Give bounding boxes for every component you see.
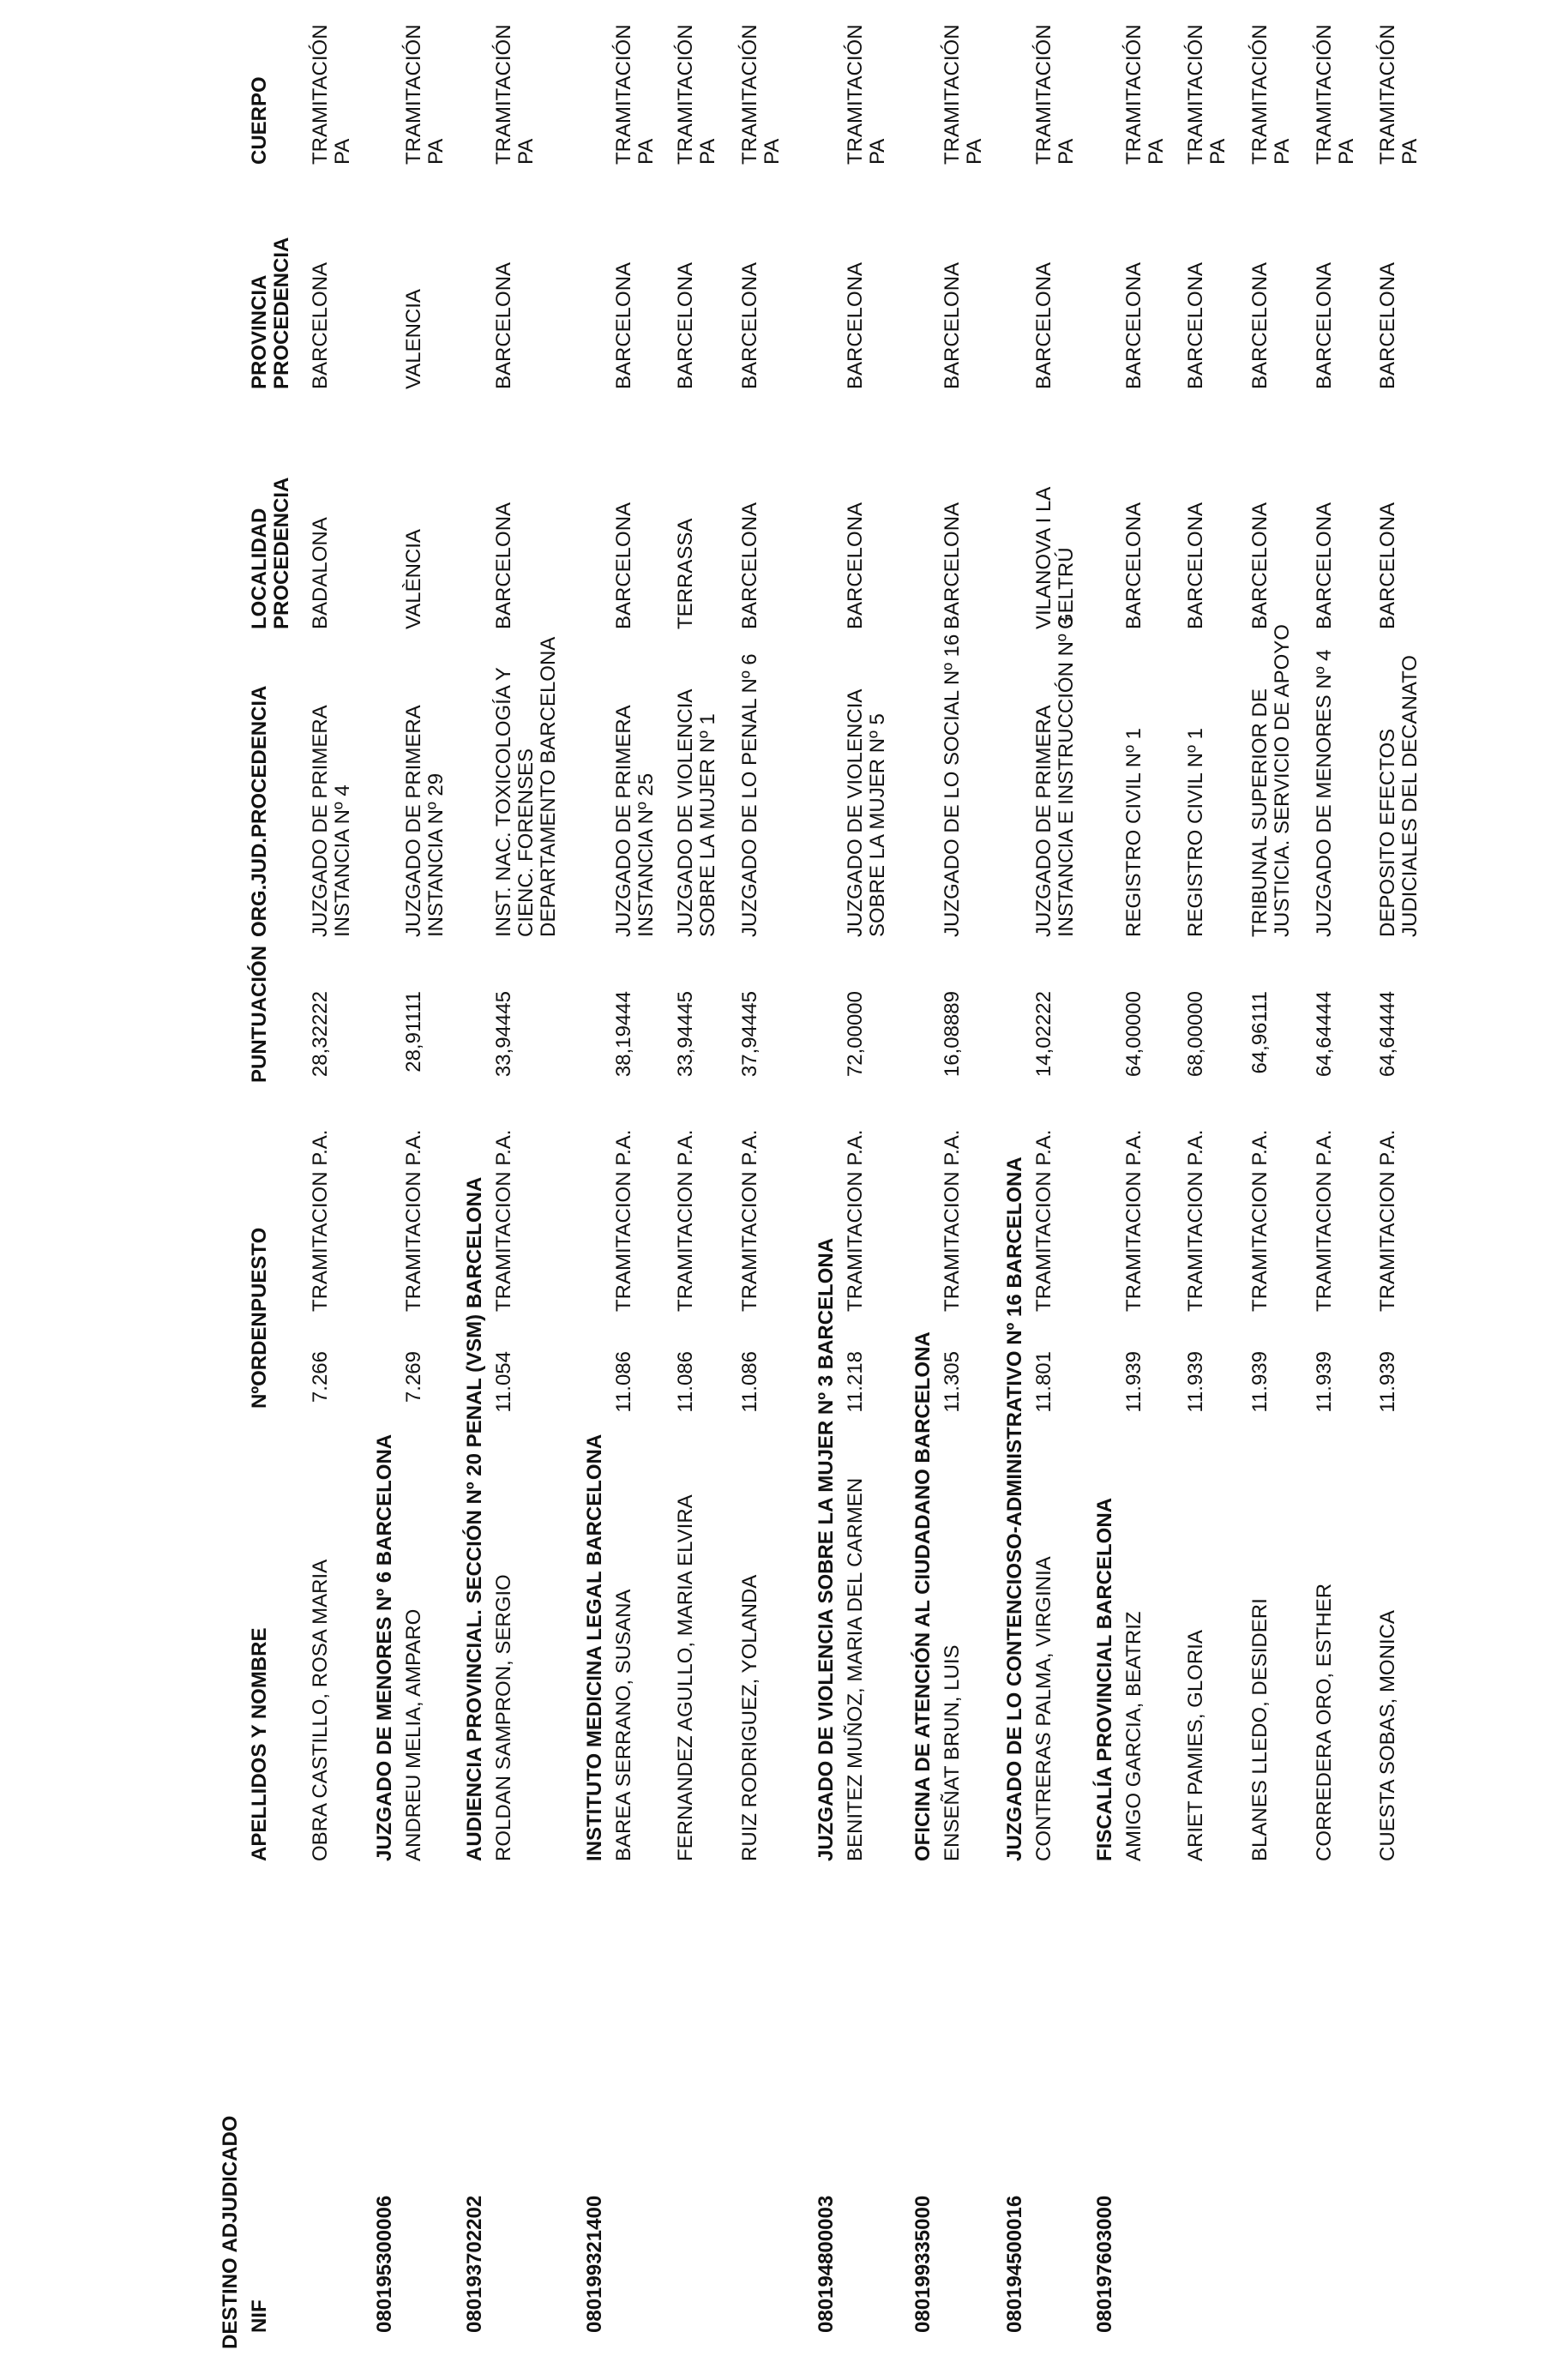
row-localidad-procedencia-line: GELTRÚ	[1055, 547, 1078, 629]
row-localidad-procedencia-line: TERRASSA	[674, 518, 697, 629]
row-puesto: TRAMITACION P.A.	[1122, 1129, 1145, 1312]
row-norden: 11.086	[738, 1351, 761, 1413]
row-cuerpo-line: TRAMITACIÓN	[941, 24, 964, 165]
row-org-jud-procedencia-line: CIENC. FORENSES	[514, 748, 538, 937]
row-org-jud-procedencia-line: INST. NAC. TOXICOLOGÍA Y	[492, 667, 515, 937]
row-localidad-procedencia-line: BARCELONA	[1248, 502, 1271, 629]
row-provincia-procedencia: BARCELONA	[1122, 261, 1145, 389]
row-puesto: TRAMITACION P.A.	[1032, 1129, 1055, 1312]
row-org-jud-procedencia-line: JUSTICIA. SERVICIO DE APOYO	[1271, 624, 1294, 937]
row-puntuacion: 64,64444	[1376, 991, 1399, 1078]
row-puesto: TRAMITACION P.A.	[1184, 1129, 1207, 1312]
row-puntuacion: 33,94445	[674, 991, 697, 1078]
row-provincia-procedencia: BARCELONA	[738, 261, 761, 389]
row-localidad-procedencia-line: BARCELONA	[492, 502, 515, 629]
destino-code: 080199321400	[583, 2195, 606, 2333]
row-org-jud-procedencia-line: SOBRE LA MUJER Nº 1	[696, 713, 719, 937]
row-localidad-procedencia-line: BARCELONA	[1122, 502, 1145, 629]
row-cuerpo-line: TRAMITACIÓN	[1248, 24, 1271, 165]
row-puesto: TRAMITACION P.A.	[844, 1129, 867, 1312]
row-norden: 11.801	[1032, 1351, 1055, 1413]
row-apellidos-nombre: ENSEÑAT BRUN, LUIS	[941, 1644, 964, 1861]
row-org-jud-procedencia-line: TRIBUNAL SUPERIOR DE	[1248, 688, 1271, 937]
row-puntuacion: 28,91111	[402, 991, 425, 1073]
row-localidad-procedencia-line: BARCELONA	[844, 502, 867, 629]
row-provincia-procedencia: VALENCIA	[402, 289, 425, 389]
row-cuerpo-line: PA	[963, 138, 986, 165]
destino-code: 080193702202	[463, 2195, 486, 2333]
row-cuerpo-line: TRAMITACIÓN	[1032, 24, 1055, 165]
row-cuerpo-line: PA	[1145, 138, 1168, 165]
row-puntuacion: 72,00000	[844, 991, 867, 1078]
row-cuerpo-line: PA	[424, 138, 448, 165]
row-norden: 11.939	[1248, 1351, 1271, 1413]
row-puntuacion: 64,00000	[1122, 991, 1145, 1078]
row-cuerpo-line: TRAMITACIÓN	[1376, 24, 1399, 165]
row-org-jud-procedencia-line: INSTANCIA Nº 4	[331, 784, 354, 937]
row-norden: 11.939	[1313, 1351, 1336, 1413]
header-apellidos-nombre: APELLIDOS Y NOMBRE	[248, 1627, 271, 1861]
row-cuerpo-line: TRAMITACIÓN	[1313, 24, 1336, 165]
row-org-jud-procedencia-line: JUZGADO DE VIOLENCIA	[844, 688, 867, 937]
row-cuerpo-line: PA	[696, 138, 719, 165]
row-localidad-procedencia-line: BARCELONA	[1184, 502, 1207, 629]
row-org-jud-procedencia-line: JUZGADO DE PRIMERA	[309, 705, 332, 937]
row-puntuacion: 16,08889	[941, 991, 964, 1078]
row-org-jud-procedencia-line: JUDICIALES DEL DECANATO	[1398, 655, 1422, 937]
row-apellidos-nombre: CORREDERA ORO, ESTHER	[1313, 1583, 1336, 1861]
destino-name: JUZGADO DE VIOLENCIA SOBRE LA MUJER Nº 3 BARCELONA	[815, 1237, 838, 1861]
row-org-jud-procedencia-line: JUZGADO DE PRIMERA	[1032, 705, 1055, 937]
row-puntuacion: 64,64444	[1313, 991, 1336, 1078]
row-localidad-procedencia-line: BARCELONA	[941, 502, 964, 629]
row-puesto: TRAMITACION P.A.	[674, 1129, 697, 1312]
row-localidad-procedencia-line: VILANOVA I LA	[1032, 486, 1055, 629]
row-cuerpo-line: TRAMITACIÓN	[844, 24, 867, 165]
row-puntuacion: 14,02222	[1032, 991, 1055, 1078]
row-provincia-procedencia: BARCELONA	[492, 261, 515, 389]
row-puesto: TRAMITACION P.A.	[1313, 1129, 1336, 1312]
row-cuerpo-line: PA	[1206, 138, 1229, 165]
row-puesto: TRAMITACION P.A.	[941, 1129, 964, 1312]
row-puntuacion: 64,96111	[1248, 991, 1271, 1074]
destino-code: 080197603000	[1093, 2195, 1116, 2333]
row-puesto: TRAMITACION P.A.	[402, 1129, 425, 1312]
header-localidad-procedencia-1: LOCALIDAD	[248, 508, 271, 629]
row-puntuacion: 68,00000	[1184, 991, 1207, 1078]
row-puesto: TRAMITACION P.A.	[492, 1129, 515, 1312]
row-org-jud-procedencia-line: REGISTRO CIVIL Nº 1	[1184, 728, 1207, 937]
row-provincia-procedencia: BARCELONA	[612, 261, 635, 389]
row-apellidos-nombre: RUIZ RODRIGUEZ, YOLANDA	[738, 1574, 761, 1861]
row-norden: 7.266	[309, 1351, 332, 1403]
destino-name: INSTITUTO MEDICINA LEGAL BARCELONA	[583, 1433, 606, 1861]
row-provincia-procedencia: BARCELONA	[1313, 261, 1336, 389]
row-org-jud-procedencia-line: INSTANCIA Nº 29	[424, 772, 448, 937]
destino-name: FISCALÍA PROVINCIAL BARCELONA	[1093, 1497, 1116, 1861]
row-norden: 11.939	[1184, 1351, 1207, 1413]
row-org-jud-procedencia-line: JUZGADO DE VIOLENCIA	[674, 688, 697, 937]
row-apellidos-nombre: BENITEZ MUÑOZ, MARIA DEL CARMEN	[844, 1477, 867, 1861]
destino-code: 080199335000	[911, 2195, 935, 2333]
destino-name: AUDIENCIA PROVINCIAL. SECCIÓN Nº 20 PENAL (VSM) BARCELONA	[463, 1176, 486, 1861]
row-norden: 11.939	[1122, 1351, 1145, 1413]
header-cuerpo: CUERPO	[248, 76, 271, 165]
row-puesto: TRAMITACION P.A.	[1248, 1129, 1271, 1312]
row-puntuacion: 28,32222	[309, 991, 332, 1078]
row-norden: 7.269	[402, 1351, 425, 1403]
row-norden: 11.086	[612, 1351, 635, 1413]
row-org-jud-procedencia-line: SOBRE LA MUJER Nº 5	[866, 713, 889, 937]
row-cuerpo-line: PA	[634, 138, 658, 165]
row-apellidos-nombre: BAREA SERRANO, SUSANA	[612, 1589, 635, 1861]
destino-name: OFICINA DE ATENCIÓN AL CIUDADANO BARCELONA	[911, 1331, 935, 1861]
row-cuerpo-line: TRAMITACIÓN	[674, 24, 697, 165]
row-localidad-procedencia-line: BARCELONA	[1376, 502, 1399, 629]
row-org-jud-procedencia-line: DEPOSITO EFECTOS	[1376, 728, 1399, 937]
header-org-jud-procedencia: ORG.JUD.PROCEDENCIA	[248, 685, 271, 937]
row-puesto: TRAMITACION P.A.	[1376, 1129, 1399, 1312]
destino-name: JUZGADO DE MENORES Nº 6 BARCELONA	[373, 1433, 396, 1861]
row-norden: 11.086	[674, 1351, 697, 1413]
row-provincia-procedencia: BARCELONA	[1248, 261, 1271, 389]
row-provincia-procedencia: BARCELONA	[309, 261, 332, 389]
row-provincia-procedencia: BARCELONA	[844, 261, 867, 389]
destino-code: 080194800003	[815, 2195, 838, 2333]
row-provincia-procedencia: BARCELONA	[674, 261, 697, 389]
row-apellidos-nombre: BLANES LLEDO, DESIDERI	[1248, 1598, 1271, 1861]
row-cuerpo-line: PA	[866, 138, 889, 165]
row-org-jud-procedencia-line: REGISTRO CIVIL Nº 1	[1122, 728, 1145, 937]
row-cuerpo-line: TRAMITACIÓN	[402, 24, 425, 165]
row-cuerpo-line: TRAMITACIÓN	[492, 24, 515, 165]
row-cuerpo-line: PA	[1398, 138, 1422, 165]
header-localidad-procedencia-2: PROCEDENCIA	[270, 477, 293, 629]
row-norden: 11.054	[492, 1351, 515, 1413]
row-cuerpo-line: TRAMITACIÓN	[1184, 24, 1207, 165]
row-localidad-procedencia-line: BARCELONA	[1313, 502, 1336, 629]
row-cuerpo-line: PA	[760, 138, 784, 165]
row-puntuacion: 38,19444	[612, 991, 635, 1078]
row-puesto: TRAMITACION P.A.	[309, 1129, 332, 1312]
row-puesto: TRAMITACION P.A.	[738, 1129, 761, 1312]
row-org-jud-procedencia-line: DEPARTAMENTO BARCELONA	[537, 636, 560, 937]
row-org-jud-procedencia-line: JUZGADO DE MENORES Nº 4	[1313, 649, 1336, 937]
row-cuerpo-line: PA	[1271, 138, 1294, 165]
row-provincia-procedencia: BARCELONA	[1184, 261, 1207, 389]
row-cuerpo-line: TRAMITACIÓN	[612, 24, 635, 165]
row-norden: 11.305	[941, 1351, 964, 1413]
row-org-jud-procedencia-line: JUZGADO DE LO SOCIAL Nº 16	[941, 634, 964, 937]
header-puesto: PUESTO	[248, 1227, 271, 1312]
row-org-jud-procedencia-line: JUZGADO DE PRIMERA	[402, 705, 425, 937]
destino-code: 080194500016	[1003, 2195, 1026, 2333]
row-apellidos-nombre: ARIET PAMIES, GLORIA	[1184, 1630, 1207, 1861]
row-localidad-procedencia-line: BARCELONA	[612, 502, 635, 629]
header-provincia-procedencia-2: PROCEDENCIA	[270, 237, 293, 389]
row-cuerpo-line: PA	[1335, 138, 1358, 165]
row-puntuacion: 33,94445	[492, 991, 515, 1078]
row-cuerpo-line: PA	[514, 138, 538, 165]
row-puntuacion: 37,94445	[738, 991, 761, 1078]
row-apellidos-nombre: OBRA CASTILLO, ROSA MARIA	[309, 1559, 332, 1861]
row-apellidos-nombre: FERNANDEZ AGULLO, MARIA ELVIRA	[674, 1494, 697, 1861]
row-cuerpo-line: PA	[331, 138, 354, 165]
row-localidad-procedencia-line: VALÈNCIA	[402, 529, 425, 629]
row-apellidos-nombre: ANDREU MELIA, AMPARO	[402, 1608, 425, 1861]
row-apellidos-nombre: CONTRERAS PALMA, VIRGINIA	[1032, 1556, 1055, 1861]
row-cuerpo-line: TRAMITACIÓN	[1122, 24, 1145, 165]
row-provincia-procedencia: BARCELONA	[1032, 261, 1055, 389]
row-cuerpo-line: TRAMITACIÓN	[738, 24, 761, 165]
row-localidad-procedencia-line: BARCELONA	[738, 502, 761, 629]
header-provincia-procedencia-1: PROVINCIA	[248, 274, 271, 389]
row-norden: 11.218	[844, 1351, 867, 1413]
row-apellidos-nombre: AMIGO GARCIA, BEATRIZ	[1122, 1611, 1145, 1861]
row-provincia-procedencia: BARCELONA	[1376, 261, 1399, 389]
row-apellidos-nombre: CUESTA SOBAS, MONICA	[1376, 1610, 1399, 1861]
row-cuerpo-line: TRAMITACIÓN	[309, 24, 332, 165]
row-org-jud-procedencia-line: INSTANCIA E INSTRUCCIÓN Nº 3	[1055, 616, 1078, 937]
row-org-jud-procedencia-line: INSTANCIA Nº 25	[634, 772, 658, 937]
header-norden: NºORDEN	[248, 1312, 271, 1409]
row-provincia-procedencia: BARCELONA	[941, 261, 964, 389]
header-puntuacion: PUNTUACIÓN	[248, 946, 271, 1083]
row-org-jud-procedencia-line: JUZGADO DE PRIMERA	[612, 705, 635, 937]
row-org-jud-procedencia-line: JUZGADO DE LO PENAL Nº 6	[738, 653, 761, 937]
destino-name: JUZGADO DE LO CONTENCIOSO-ADMINISTRATIVO Nº 16 BARCELONA	[1003, 1157, 1026, 1861]
destino-code: 080195300006	[373, 2195, 396, 2333]
header-nif: NIF	[248, 2299, 271, 2333]
row-cuerpo-line: PA	[1055, 138, 1078, 165]
row-localidad-procedencia-line: BADALONA	[309, 517, 332, 629]
row-apellidos-nombre: ROLDAN SAMPRON, SERGIO	[492, 1574, 515, 1861]
document-title: DESTINO ADJUDICADO	[219, 2115, 242, 2349]
row-norden: 11.939	[1376, 1351, 1399, 1413]
row-puesto: TRAMITACION P.A.	[612, 1129, 635, 1312]
